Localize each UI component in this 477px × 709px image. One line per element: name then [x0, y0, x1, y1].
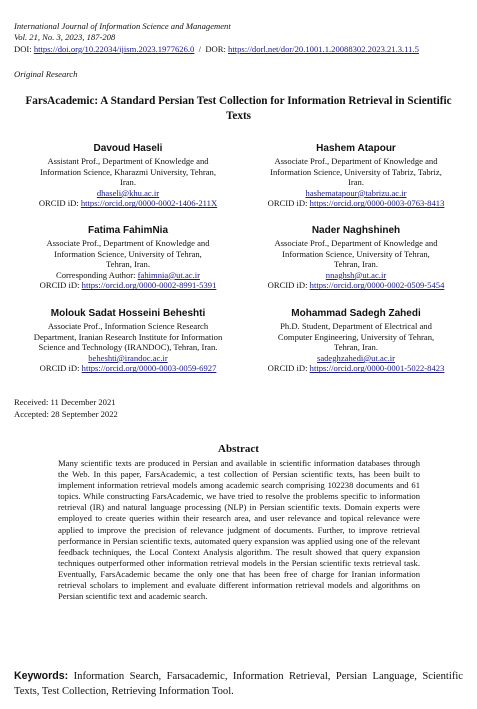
doi-line [14, 44, 419, 54]
author-email[interactable]: beheshti@irandoc.ac.ir [88, 352, 168, 363]
author-affiliation-line: Information Science, University of Tabriz, Tabriz, [270, 166, 442, 177]
dor-link[interactable]: https://dorl.net/dor/20.1001.1.20088302.2023.21.3.11.5 [228, 44, 419, 54]
author-block [240, 142, 472, 209]
author-orcid [240, 363, 472, 374]
author-name: Mohammad Sadegh Zahedi [291, 308, 421, 319]
author-block [12, 142, 244, 209]
author-orcid [12, 363, 244, 374]
orcid-link[interactable]: https://orcid.org/0000-0001-5022-8423 [309, 363, 445, 374]
author-affiliation-line: Ph.D. Student, Department of Electrical and [280, 321, 432, 331]
orcid-link[interactable]: https://orcid.org/0000-0002-8991-5391 [81, 280, 217, 291]
orcid-label: ORCID iD: [267, 280, 308, 291]
keywords-label: Keywords: [14, 670, 69, 682]
orcid-link[interactable]: https://orcid.org/0000-0002-0509-5454 [309, 280, 445, 291]
dor-label: DOR: [205, 44, 226, 54]
corresponding-label: Corresponding Author: [56, 269, 136, 280]
keywords-text: Information Search, Farsacademic, Information Retrieval, Persian Language, Scientific Texts, Test Collection, Retrieving Information Tool. [14, 671, 463, 697]
doi-link[interactable]: https://doi.org/10.22034/ijism.2023.1977626.0 [33, 44, 195, 54]
author-email[interactable]: hashematapour@tabrizu.ac.ir [305, 187, 407, 198]
author-name: Fatima FahimNia [87, 225, 169, 236]
paper-title: FarsAcademic: A Standard Persian Test Collection for Information Retrieval in Scientific Texts [25, 95, 452, 122]
orcid-label: ORCID iD: [267, 363, 308, 374]
author-affiliation-line: Associate Prof., Department of Knowledge and [274, 156, 438, 166]
author-orcid [240, 198, 472, 209]
author-affiliation-line: Tehran, Iran. [105, 259, 150, 270]
article-dates [14, 396, 118, 420]
author-affiliation-line: Information Science, University of Tehran, [282, 248, 430, 259]
doi-label: DOI: [14, 44, 32, 54]
doi-separator: / [198, 44, 202, 54]
author-name: Hashem Atapour [316, 143, 396, 154]
keywords-section [14, 669, 463, 699]
author-block [12, 307, 244, 374]
received-date: Received: 11 December 2021 [14, 397, 116, 407]
author-email[interactable]: fahimnia@ut.ac.ir [137, 269, 200, 280]
orcid-label: ORCID iD: [39, 280, 80, 291]
author-affiliation-line: Iran. [348, 177, 364, 188]
orcid-label: ORCID iD: [267, 198, 308, 209]
author-block [240, 307, 472, 374]
orcid-link[interactable]: https://orcid.org/0000-0002-1406-211X [80, 198, 218, 209]
abstract-heading: Abstract [218, 443, 259, 455]
author-orcid [240, 280, 472, 291]
author-email[interactable]: nnaghsh@ut.ac.ir [325, 269, 387, 280]
author-affiliation-line: Information Science, University of Tehran, [54, 248, 202, 259]
journal-header [14, 21, 231, 42]
author-affiliation-line: Department, Iranian Research Institute for Information [33, 331, 223, 342]
orcid-label: ORCID iD: [39, 363, 80, 374]
author-block [12, 224, 244, 291]
orcid-link[interactable]: https://orcid.org/0000-0003-0059-6927 [81, 363, 217, 374]
author-affiliation-line: Iran. [120, 177, 136, 188]
article-type: Original Research [14, 69, 78, 79]
author-affiliation-line: Computer Engineering, University of Tehran, [277, 331, 435, 342]
author-affiliation-line: Science and Technology (IRANDOC), Tehran, Iran. [38, 342, 218, 353]
journal-name: International Journal of Information Science and Management [14, 21, 231, 31]
author-affiliation-line: Assistant Prof., Department of Knowledge and [47, 156, 209, 166]
author-name: Davoud Haseli [93, 143, 163, 154]
author-affiliation-line: Tehran, Iran. [333, 259, 378, 270]
author-affiliation-line: Associate Prof., Department of Knowledge and [46, 238, 210, 248]
author-affiliation-line: Associate Prof., Department of Knowledge and [274, 238, 438, 248]
journal-volume: Vol. 21, No. 3, 2023, 187-208 [14, 31, 116, 42]
author-orcid [12, 280, 244, 291]
author-name: Nader Naghshineh [311, 225, 401, 236]
author-affiliation-line: Associate Prof., Information Science Research [47, 321, 209, 331]
abstract-text: Many scientific texts are produced in Persian and available in scientific information databases through the Web. In this paper, FarsAcademic, a test collection of Persian scientific texts, has been built to implement information retrieval models among academic search comprising 102238 documents and 61 topics. While constructing FarsAcademic, we have tried to resolve the problems specific to information retrieval (IR) and natural language processing (NLP) in Persian scientific texts. Domain experts were employed to create queries within their research area, and user relevance and topical relevance were applied to improve the precision of relevance judgment of documents. Further, to improve retrieval performance in Persian scientific texts, automated query expansion was applied using one of the relevant feedback techniques, the Local Context Analysis algorithm. The result showed that query expansion techniques outperformed other information retrieval models in the Persian scientific texts retrieval task. Eventually, FarsAcademic became the only one that has been free of charge for Iranian information retrieval scholars to implement and evaluate different information retrieval models and algorithms on Persian scientific text and academic search. [58, 458, 420, 602]
accepted-date: Accepted: 28 September 2022 [14, 409, 118, 419]
author-affiliation-line: Information Science, Kharazmi University, Tehran, [40, 166, 216, 177]
orcid-link[interactable]: https://orcid.org/0000-0003-0763-8413 [309, 198, 445, 209]
author-name: Molouk Sadat Hosseini Beheshti [50, 308, 206, 319]
author-orcid [12, 198, 244, 209]
author-email[interactable]: dhaseli@khu.ac.ir [96, 187, 160, 198]
author-email[interactable]: sadeghzahedi@ut.ac.ir [316, 352, 396, 363]
author-affiliation-line: Tehran, Iran. [333, 342, 378, 353]
orcid-label: ORCID iD: [38, 198, 79, 209]
author-block [240, 224, 472, 291]
